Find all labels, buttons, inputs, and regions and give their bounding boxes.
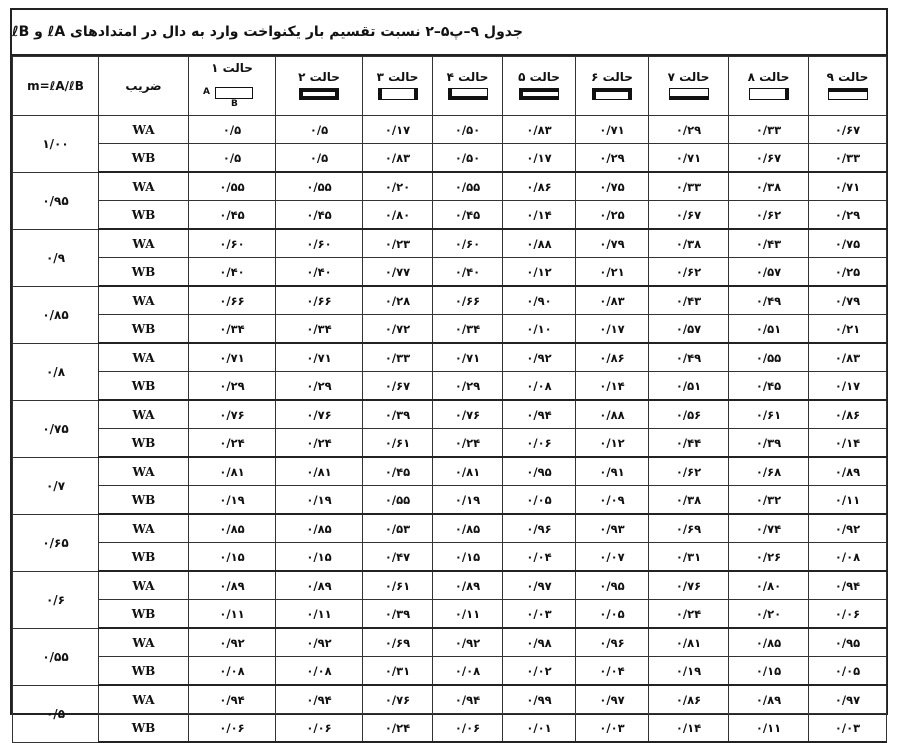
header-case-4	[433, 57, 503, 116]
table-row	[13, 400, 887, 429]
value-cell: ۰/۲۴	[649, 600, 729, 629]
value-cell: ۰/۶۰	[433, 229, 503, 258]
header-case-2	[276, 57, 363, 116]
value-cell: ۰/۱۴	[809, 429, 887, 458]
value-cell: ۰/۰۶	[276, 714, 363, 743]
value-cell: ۰/۵	[189, 144, 276, 173]
value-cell: ۰/۳۴	[276, 315, 363, 344]
value-cell: ۰/۸۵	[433, 514, 503, 543]
coef-wa-label: WA	[99, 571, 189, 600]
value-cell: ۰/۸۳	[503, 116, 576, 144]
value-cell: ۰/۸۸	[576, 400, 649, 429]
value-cell: ۰/۹۲	[433, 628, 503, 657]
value-cell: ۰/۲۰	[363, 172, 433, 201]
value-cell: ۰/۶۸	[729, 457, 809, 486]
value-cell: ۰/۱۲	[576, 429, 649, 458]
value-cell: ۰/۴۳	[649, 286, 729, 315]
value-cell: ۰/۲۹	[576, 144, 649, 173]
value-cell: ۰/۴۳	[729, 229, 809, 258]
value-cell: ۰/۸۱	[649, 628, 729, 657]
value-cell: ۰/۹۴	[433, 685, 503, 714]
case-9-label: حالت ۹	[826, 69, 869, 84]
value-cell: ۰/۱۷	[576, 315, 649, 344]
value-cell: ۰/۶۱	[363, 571, 433, 600]
value-cell: ۰/۹۹	[503, 685, 576, 714]
value-cell: ۰/۰۶	[189, 714, 276, 743]
value-cell: ۰/۹۷	[503, 571, 576, 600]
table-row	[13, 201, 887, 230]
value-cell: ۰/۵۱	[649, 372, 729, 401]
value-cell: ۰/۵۱	[729, 315, 809, 344]
value-cell: ۰/۵۰	[433, 116, 503, 144]
case-2-label: حالت ۲	[298, 69, 340, 84]
value-cell: ۰/۲۹	[433, 372, 503, 401]
header-m-ratio: m=ℓA/ℓB	[13, 57, 99, 116]
ratio-m-cell: ۰/۷۵	[13, 400, 99, 457]
value-cell: ۰/۷۶	[363, 685, 433, 714]
ratio-m-cell: ۰/۶	[13, 571, 99, 628]
table-row	[13, 714, 887, 743]
coef-wb-label: WB	[99, 714, 189, 743]
value-cell: ۰/۱۰	[503, 315, 576, 344]
table-row	[13, 571, 887, 600]
header-case-7	[649, 57, 729, 116]
header-case-9	[809, 57, 887, 116]
value-cell: ۰/۹۲	[276, 628, 363, 657]
value-cell: ۰/۹۳	[576, 514, 649, 543]
table-row	[13, 172, 887, 201]
header-coefficient: ضریب	[99, 57, 189, 116]
value-cell: ۰/۱۹	[649, 657, 729, 686]
value-cell: ۰/۰۸	[503, 372, 576, 401]
slab-edge-icon	[378, 88, 418, 100]
value-cell: ۰/۷۱	[576, 116, 649, 144]
value-cell: ۰/۷۱	[649, 144, 729, 173]
value-cell: ۰/۵۵	[433, 172, 503, 201]
header-case-5	[503, 57, 576, 116]
value-cell: ۰/۳۸	[649, 229, 729, 258]
coef-wa-label: WA	[99, 400, 189, 429]
ratio-m-cell: ۰/۶۵	[13, 514, 99, 571]
value-cell: ۰/۱۱	[276, 600, 363, 629]
value-cell: ۰/۰۷	[576, 543, 649, 572]
value-cell: ۰/۱۴	[503, 201, 576, 230]
coef-wb-label: WB	[99, 486, 189, 515]
value-cell: ۰/۹۵	[503, 457, 576, 486]
value-cell: ۰/۱۱	[189, 600, 276, 629]
value-cell: ۰/۳۱	[363, 657, 433, 686]
value-cell: ۰/۶۲	[729, 201, 809, 230]
value-cell: ۰/۵۵	[276, 172, 363, 201]
case-8-label: حالت ۸	[747, 69, 790, 84]
value-cell: ۰/۹۲	[503, 343, 576, 372]
value-cell: ۰/۹۲	[809, 514, 887, 543]
value-cell: ۰/۸۰	[729, 571, 809, 600]
value-cell: ۰/۲۹	[809, 201, 887, 230]
slab-edge-icon	[519, 88, 559, 100]
coef-wa-label: WA	[99, 457, 189, 486]
table-row	[13, 486, 887, 515]
value-cell: ۰/۸۳	[809, 343, 887, 372]
value-cell: ۰/۷۱	[189, 343, 276, 372]
value-cell: ۰/۵۵	[729, 343, 809, 372]
value-cell: ۰/۳۸	[729, 172, 809, 201]
value-cell: ۰/۱۱	[433, 600, 503, 629]
value-cell: ۰/۵۶	[649, 400, 729, 429]
value-cell: ۰/۱۵	[189, 543, 276, 572]
value-cell: ۰/۶۲	[649, 457, 729, 486]
value-cell: ۰/۳۳	[649, 172, 729, 201]
case-1-label-b: B	[231, 98, 238, 109]
table-title: جدول ۹–پ۵–۲ نسبت تقسیم بار یکنواخت وارد به دال در امتدادهای ℓA و ℓB	[12, 10, 886, 56]
value-cell: ۰/۱۵	[729, 657, 809, 686]
value-cell: ۰/۸۶	[503, 172, 576, 201]
ratio-m-cell: ۰/۸۵	[13, 286, 99, 343]
value-cell: ۰/۵	[189, 116, 276, 144]
value-cell: ۰/۹۸	[503, 628, 576, 657]
coef-wa-label: WA	[99, 514, 189, 543]
value-cell: ۰/۰۵	[809, 657, 887, 686]
value-cell: ۰/۲۶	[729, 543, 809, 572]
coef-wb-label: WB	[99, 543, 189, 572]
value-cell: ۰/۹۴	[276, 685, 363, 714]
value-cell: ۰/۴۵	[189, 201, 276, 230]
value-cell: ۰/۵۵	[363, 486, 433, 515]
value-cell: ۰/۵۳	[363, 514, 433, 543]
case-7-label: حالت ۷	[667, 69, 710, 84]
table-row	[13, 229, 887, 258]
value-cell: ۰/۹۶	[503, 514, 576, 543]
value-cell: ۰/۳۲	[729, 486, 809, 515]
coef-wb-label: WB	[99, 657, 189, 686]
value-cell: ۰/۸۱	[189, 457, 276, 486]
table-row	[13, 343, 887, 372]
value-cell: ۰/۰۸	[809, 543, 887, 572]
coef-wa-label: WA	[99, 229, 189, 258]
value-cell: ۰/۷۶	[276, 400, 363, 429]
table-row	[13, 315, 887, 344]
value-cell: ۰/۰۶	[433, 714, 503, 743]
value-cell: ۰/۵۷	[649, 315, 729, 344]
table-row	[13, 514, 887, 543]
ratio-m-cell: ۰/۵۵	[13, 628, 99, 685]
value-cell: ۰/۱۵	[276, 543, 363, 572]
value-cell: ۰/۶۷	[729, 144, 809, 173]
value-cell: ۰/۲۱	[576, 258, 649, 287]
table-row	[13, 372, 887, 401]
value-cell: ۰/۰۸	[276, 657, 363, 686]
value-cell: ۰/۴۹	[649, 343, 729, 372]
value-cell: ۰/۷۶	[433, 400, 503, 429]
value-cell: ۰/۴۹	[729, 286, 809, 315]
slab-edge-icon	[828, 88, 868, 100]
value-cell: ۰/۱۱	[809, 486, 887, 515]
value-cell: ۰/۹۴	[503, 400, 576, 429]
value-cell: ۰/۷۹	[809, 286, 887, 315]
table-body	[13, 116, 887, 743]
value-cell: ۰/۲۴	[189, 429, 276, 458]
value-cell: ۰/۹۴	[189, 685, 276, 714]
value-cell: ۰/۸۱	[433, 457, 503, 486]
value-cell: ۰/۰۹	[576, 486, 649, 515]
value-cell: ۰/۴۰	[189, 258, 276, 287]
value-cell: ۰/۰۸	[433, 657, 503, 686]
value-cell: ۰/۰۱	[503, 714, 576, 743]
value-cell: ۰/۶۹	[649, 514, 729, 543]
value-cell: ۰/۳۴	[189, 315, 276, 344]
value-cell: ۰/۱۷	[363, 116, 433, 144]
value-cell: ۰/۰۴	[503, 543, 576, 572]
slab-edge-icon	[592, 88, 632, 100]
value-cell: ۰/۸۹	[276, 571, 363, 600]
load-distribution-table	[12, 56, 887, 743]
value-cell: ۰/۳۴	[433, 315, 503, 344]
value-cell: ۰/۰۳	[809, 714, 887, 743]
value-cell: ۰/۴۰	[276, 258, 363, 287]
value-cell: ۰/۲۹	[649, 116, 729, 144]
value-cell: ۰/۷۵	[809, 229, 887, 258]
value-cell: ۰/۰۳	[576, 714, 649, 743]
table-sheet	[10, 8, 888, 735]
value-cell: ۰/۱۲	[503, 258, 576, 287]
value-cell: ۰/۹۷	[809, 685, 887, 714]
table-row	[13, 685, 887, 714]
value-cell: ۰/۱۴	[576, 372, 649, 401]
value-cell: ۰/۷۱	[809, 172, 887, 201]
value-cell: ۰/۲۴	[433, 429, 503, 458]
table-row	[13, 600, 887, 629]
value-cell: ۰/۴۰	[433, 258, 503, 287]
value-cell: ۰/۷۷	[363, 258, 433, 287]
value-cell: ۰/۴۵	[729, 372, 809, 401]
value-cell: ۰/۱۷	[503, 144, 576, 173]
value-cell: ۰/۸۹	[189, 571, 276, 600]
value-cell: ۰/۹۴	[809, 571, 887, 600]
value-cell: ۰/۸۹	[729, 685, 809, 714]
coef-wb-label: WB	[99, 429, 189, 458]
value-cell: ۰/۳۳	[809, 144, 887, 173]
value-cell: ۰/۱۷	[809, 372, 887, 401]
coef-wa-label: WA	[99, 628, 189, 657]
value-cell: ۰/۸۰	[363, 201, 433, 230]
value-cell: ۰/۶۷	[363, 372, 433, 401]
value-cell: ۰/۰۶	[809, 600, 887, 629]
value-cell: ۰/۹۷	[576, 685, 649, 714]
value-cell: ۰/۵۰	[433, 144, 503, 173]
value-cell: ۰/۴۷	[363, 543, 433, 572]
case-6-label: حالت ۶	[591, 69, 633, 84]
value-cell: ۰/۵	[276, 116, 363, 144]
value-cell: ۰/۸۵	[729, 628, 809, 657]
value-cell: ۰/۲۸	[363, 286, 433, 315]
value-cell: ۰/۸۶	[576, 343, 649, 372]
value-cell: ۰/۰۴	[576, 657, 649, 686]
value-cell: ۰/۹۵	[576, 571, 649, 600]
value-cell: ۰/۸۶	[809, 400, 887, 429]
ratio-m-cell: ۰/۵	[13, 685, 99, 742]
value-cell: ۰/۰۲	[503, 657, 576, 686]
value-cell: ۰/۳۹	[729, 429, 809, 458]
value-cell: ۰/۵۵	[189, 172, 276, 201]
value-cell: ۰/۳۹	[363, 400, 433, 429]
value-cell: ۰/۲۹	[276, 372, 363, 401]
slab-edge-icon	[448, 88, 488, 100]
value-cell: ۰/۸۹	[433, 571, 503, 600]
value-cell: ۰/۶۷	[809, 116, 887, 144]
value-cell: ۰/۵۷	[729, 258, 809, 287]
value-cell: ۰/۸۹	[809, 457, 887, 486]
slab-edge-icon	[299, 88, 339, 100]
slab-edge-icon	[215, 87, 253, 99]
value-cell: ۰/۲۰	[729, 600, 809, 629]
header-case-3	[363, 57, 433, 116]
value-cell: ۰/۳۳	[363, 343, 433, 372]
slab-edge-icon	[749, 88, 789, 100]
case-3-label: حالت ۳	[376, 69, 419, 84]
table-row	[13, 258, 887, 287]
table-row	[13, 657, 887, 686]
value-cell: ۰/۱۵	[433, 543, 503, 572]
coef-wb-label: WB	[99, 600, 189, 629]
value-cell: ۰/۶۱	[363, 429, 433, 458]
case-5-label: حالت ۵	[518, 69, 560, 84]
header-case-8	[729, 57, 809, 116]
value-cell: ۰/۹۰	[503, 286, 576, 315]
value-cell: ۰/۷۶	[189, 400, 276, 429]
value-cell: ۰/۱۴	[649, 714, 729, 743]
value-cell: ۰/۴۵	[433, 201, 503, 230]
value-cell: ۰/۲۱	[809, 315, 887, 344]
value-cell: ۰/۳۹	[363, 600, 433, 629]
value-cell: ۰/۲۳	[363, 229, 433, 258]
value-cell: ۰/۸۳	[576, 286, 649, 315]
table-row	[13, 429, 887, 458]
header-case-1	[189, 57, 276, 116]
value-cell: ۰/۵	[276, 144, 363, 173]
ratio-m-cell: ۰/۸	[13, 343, 99, 400]
value-cell: ۰/۰۸	[189, 657, 276, 686]
coef-wb-label: WB	[99, 315, 189, 344]
coef-wa-label: WA	[99, 286, 189, 315]
table-row	[13, 144, 887, 173]
ratio-m-cell: ۰/۷	[13, 457, 99, 514]
value-cell: ۰/۶۱	[729, 400, 809, 429]
value-cell: ۰/۹۱	[576, 457, 649, 486]
value-cell: ۰/۳۳	[729, 116, 809, 144]
table-row	[13, 543, 887, 572]
value-cell: ۰/۱۹	[433, 486, 503, 515]
value-cell: ۰/۰۳	[503, 600, 576, 629]
value-cell: ۰/۴۴	[649, 429, 729, 458]
header-case-6	[576, 57, 649, 116]
value-cell: ۰/۲۵	[809, 258, 887, 287]
coef-wa-label: WA	[99, 685, 189, 714]
value-cell: ۰/۰۶	[503, 429, 576, 458]
ratio-m-cell: ۰/۹۵	[13, 172, 99, 229]
value-cell: ۰/۷۶	[649, 571, 729, 600]
coef-wb-label: WB	[99, 201, 189, 230]
case-1-label: حالت ۱	[211, 60, 253, 75]
value-cell: ۰/۸۵	[189, 514, 276, 543]
value-cell: ۰/۹۶	[576, 628, 649, 657]
case-1-diagram	[203, 75, 261, 109]
value-cell: ۰/۹۲	[189, 628, 276, 657]
coef-wa-label: WA	[99, 172, 189, 201]
value-cell: ۰/۰۵	[576, 600, 649, 629]
value-cell: ۰/۴۵	[363, 457, 433, 486]
value-cell: ۰/۸۳	[363, 144, 433, 173]
coef-wb-label: WB	[99, 144, 189, 173]
value-cell: ۰/۶۶	[433, 286, 503, 315]
coef-wa-label: WA	[99, 343, 189, 372]
value-cell: ۰/۲۴	[363, 714, 433, 743]
table-row	[13, 116, 887, 144]
value-cell: ۰/۶۲	[649, 258, 729, 287]
header-row	[13, 57, 887, 116]
value-cell: ۰/۱۱	[729, 714, 809, 743]
value-cell: ۰/۷۱	[276, 343, 363, 372]
value-cell: ۰/۱۹	[189, 486, 276, 515]
value-cell: ۰/۳۱	[649, 543, 729, 572]
table-row	[13, 457, 887, 486]
value-cell: ۰/۷۹	[576, 229, 649, 258]
value-cell: ۰/۷۲	[363, 315, 433, 344]
coef-wb-label: WB	[99, 258, 189, 287]
value-cell: ۰/۶۶	[189, 286, 276, 315]
ratio-m-cell: ۰/۹	[13, 229, 99, 286]
value-cell: ۰/۸۸	[503, 229, 576, 258]
value-cell: ۰/۸۱	[276, 457, 363, 486]
table-row	[13, 286, 887, 315]
value-cell: ۰/۶۶	[276, 286, 363, 315]
table-row	[13, 628, 887, 657]
value-cell: ۰/۹۵	[809, 628, 887, 657]
value-cell: ۰/۷۱	[433, 343, 503, 372]
value-cell: ۰/۱۹	[276, 486, 363, 515]
case-1-label-a: A	[203, 86, 210, 97]
value-cell: ۰/۶۹	[363, 628, 433, 657]
slab-edge-icon	[669, 88, 709, 100]
value-cell: ۰/۸۵	[276, 514, 363, 543]
value-cell: ۰/۶۰	[276, 229, 363, 258]
value-cell: ۰/۴۵	[276, 201, 363, 230]
value-cell: ۰/۸۶	[649, 685, 729, 714]
ratio-m-cell: ۱/۰۰	[13, 116, 99, 173]
value-cell: ۰/۳۸	[649, 486, 729, 515]
coef-wa-label: WA	[99, 116, 189, 144]
value-cell: ۰/۷۴	[729, 514, 809, 543]
case-4-label: حالت ۴	[446, 69, 489, 84]
value-cell: ۰/۶۷	[649, 201, 729, 230]
value-cell: ۰/۲۹	[189, 372, 276, 401]
value-cell: ۰/۷۵	[576, 172, 649, 201]
value-cell: ۰/۲۵	[576, 201, 649, 230]
value-cell: ۰/۰۵	[503, 486, 576, 515]
coef-wb-label: WB	[99, 372, 189, 401]
value-cell: ۰/۶۰	[189, 229, 276, 258]
value-cell: ۰/۲۴	[276, 429, 363, 458]
